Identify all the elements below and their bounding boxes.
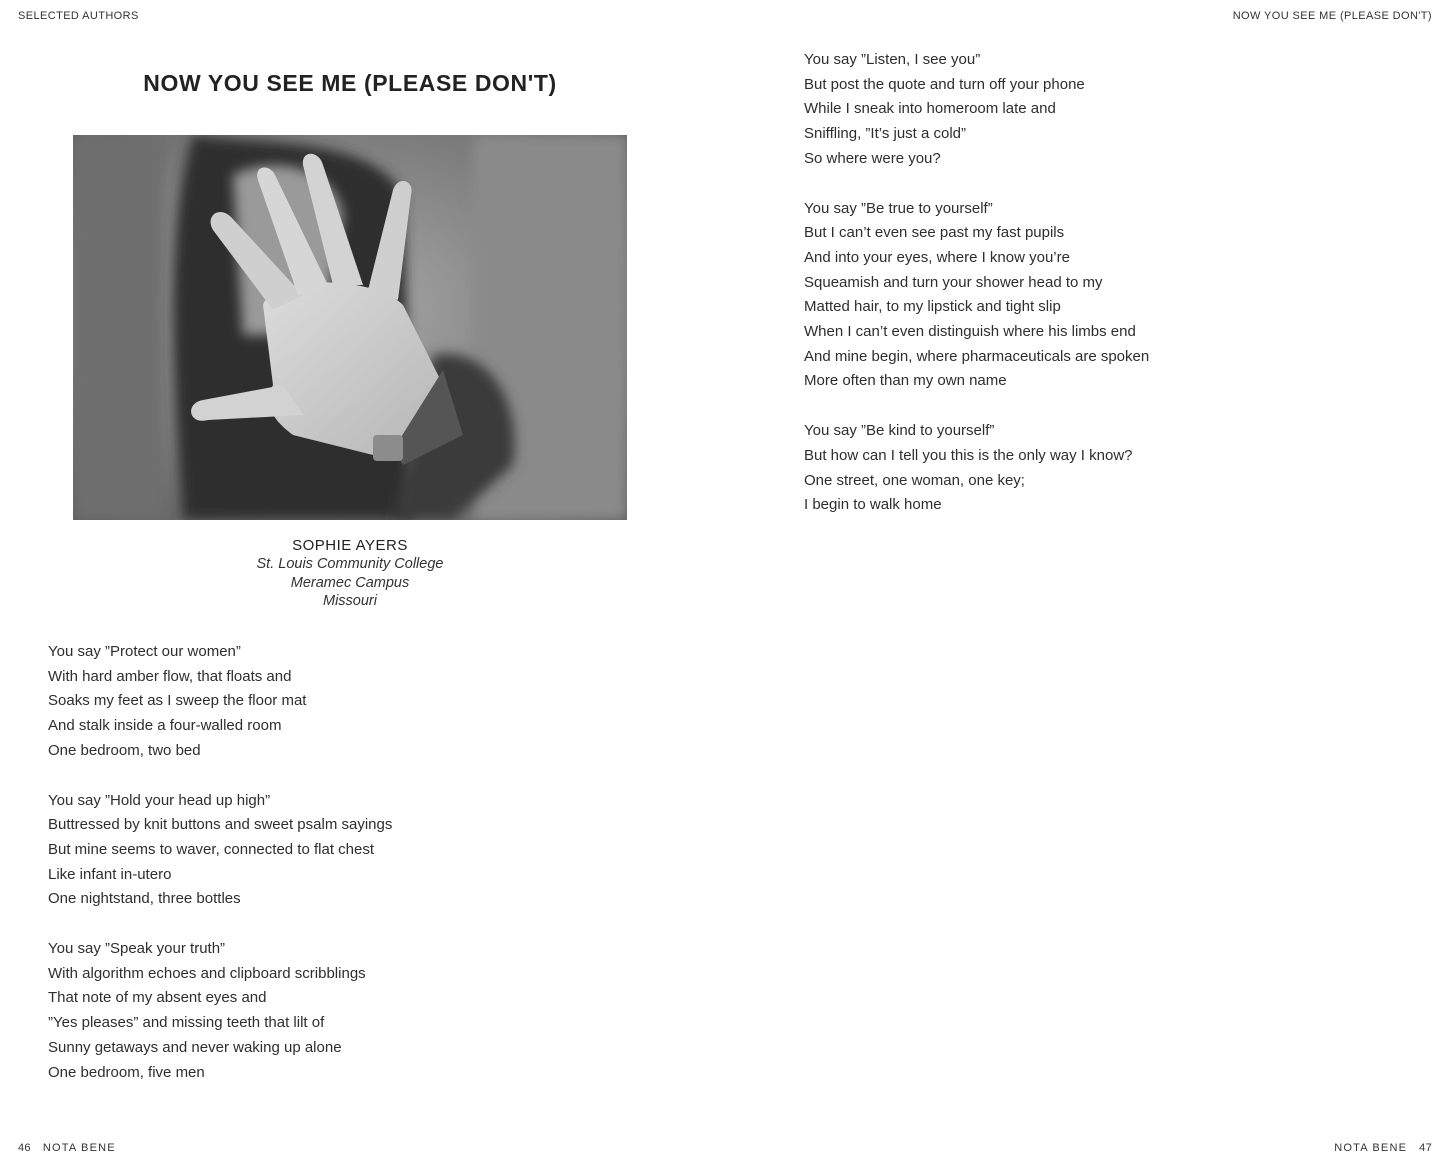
poem-line: More often than my own name — [804, 372, 1007, 390]
poem-line: But I can’t even see past my fast pupils — [804, 224, 1065, 242]
poem-line: When I can’t even distinguish where his limbs end — [804, 323, 1136, 341]
poem-line: One bedroom, two bed — [48, 741, 201, 759]
journal-name-right: NOTA BENE — [1334, 1142, 1408, 1154]
poem-line: Sunny getaways and never waking up alone — [48, 1038, 342, 1056]
poem-line: You say ”Listen, I see you” — [804, 51, 981, 68]
running-head-right: NOW YOU SEE ME (PLEASE DON'T) — [1232, 10, 1432, 22]
stanza — [804, 197, 1424, 395]
poem-left-column — [48, 640, 668, 1110]
poem-line: With hard amber flow, that floats and — [48, 667, 292, 685]
poem-line: But mine seems to waver, connected to flat chest — [48, 840, 375, 858]
poem-line: Squeamish and turn your shower head to my — [804, 273, 1103, 291]
author-school: St. Louis Community College — [256, 556, 444, 572]
running-head-left: SELECTED AUTHORS — [18, 10, 139, 22]
author-name: SOPHIE AYERS — [292, 537, 408, 554]
page-number-left: 46 — [18, 1142, 31, 1154]
footer-left — [18, 1142, 116, 1154]
poem-line: I begin to walk home — [804, 496, 942, 514]
poem-line: You say ”Be kind to yourself” — [804, 422, 995, 440]
poem-right-column — [804, 48, 1424, 543]
author-state: Missouri — [323, 593, 377, 609]
poem-line: Soaks my feet as I sweep the floor mat — [48, 692, 307, 710]
stanza — [48, 640, 668, 764]
photo-hand — [73, 135, 627, 520]
poem-line: One nightstand, three bottles — [48, 890, 241, 908]
poem-line: You say ”Be true to yourself” — [804, 199, 993, 217]
poem-line: With algorithm echoes and clipboard scribblings — [48, 964, 366, 982]
poem-line: And into your eyes, where I know you’re — [804, 248, 1070, 266]
stanza — [804, 48, 1424, 172]
journal-name-left: NOTA BENE — [42, 1142, 116, 1154]
poem-line: But how can I tell you this is the only way I know? — [804, 446, 1133, 464]
page-number-right: 47 — [1419, 1142, 1432, 1154]
poem-line: One bedroom, five men — [48, 1063, 205, 1081]
poem-line: That note of my absent eyes and — [48, 989, 267, 1007]
poem-line: And mine begin, where pharmaceuticals are spoken — [804, 347, 1150, 365]
stanza — [804, 419, 1424, 518]
poem-line: You say ”Hold your head up high” — [48, 791, 271, 809]
stanza — [48, 937, 668, 1085]
footer-right — [1334, 1142, 1432, 1154]
author-campus: Meramec Campus — [290, 574, 410, 591]
poem-line: But post the quote and turn off your phone — [804, 75, 1085, 93]
poem-line: So where were you? — [804, 149, 941, 167]
poem-line: Sniffling, ”It’s just a cold” — [804, 125, 967, 143]
stanza — [48, 789, 668, 913]
poem-line: Buttressed by knit buttons and sweet psalm sayings — [48, 816, 393, 834]
poem-line: ”Yes pleases” and missing teeth that lilt of — [48, 1014, 325, 1032]
poem-line: Like infant in-utero — [48, 865, 172, 883]
poem-line: You say ”Protect our women” — [48, 643, 241, 660]
poem-line: While I sneak into homeroom late and — [804, 100, 1056, 118]
poem-line: You say ”Speak your truth” — [48, 940, 226, 958]
poem-line: And stalk inside a four-walled room — [48, 717, 282, 735]
poem-line: One street, one woman, one key; — [804, 471, 1025, 489]
poem-line: Matted hair, to my lipstick and tight slip — [804, 298, 1061, 316]
byline — [0, 536, 700, 611]
poem-title: NOW YOU SEE ME (PLEASE DON'T) — [143, 70, 557, 96]
